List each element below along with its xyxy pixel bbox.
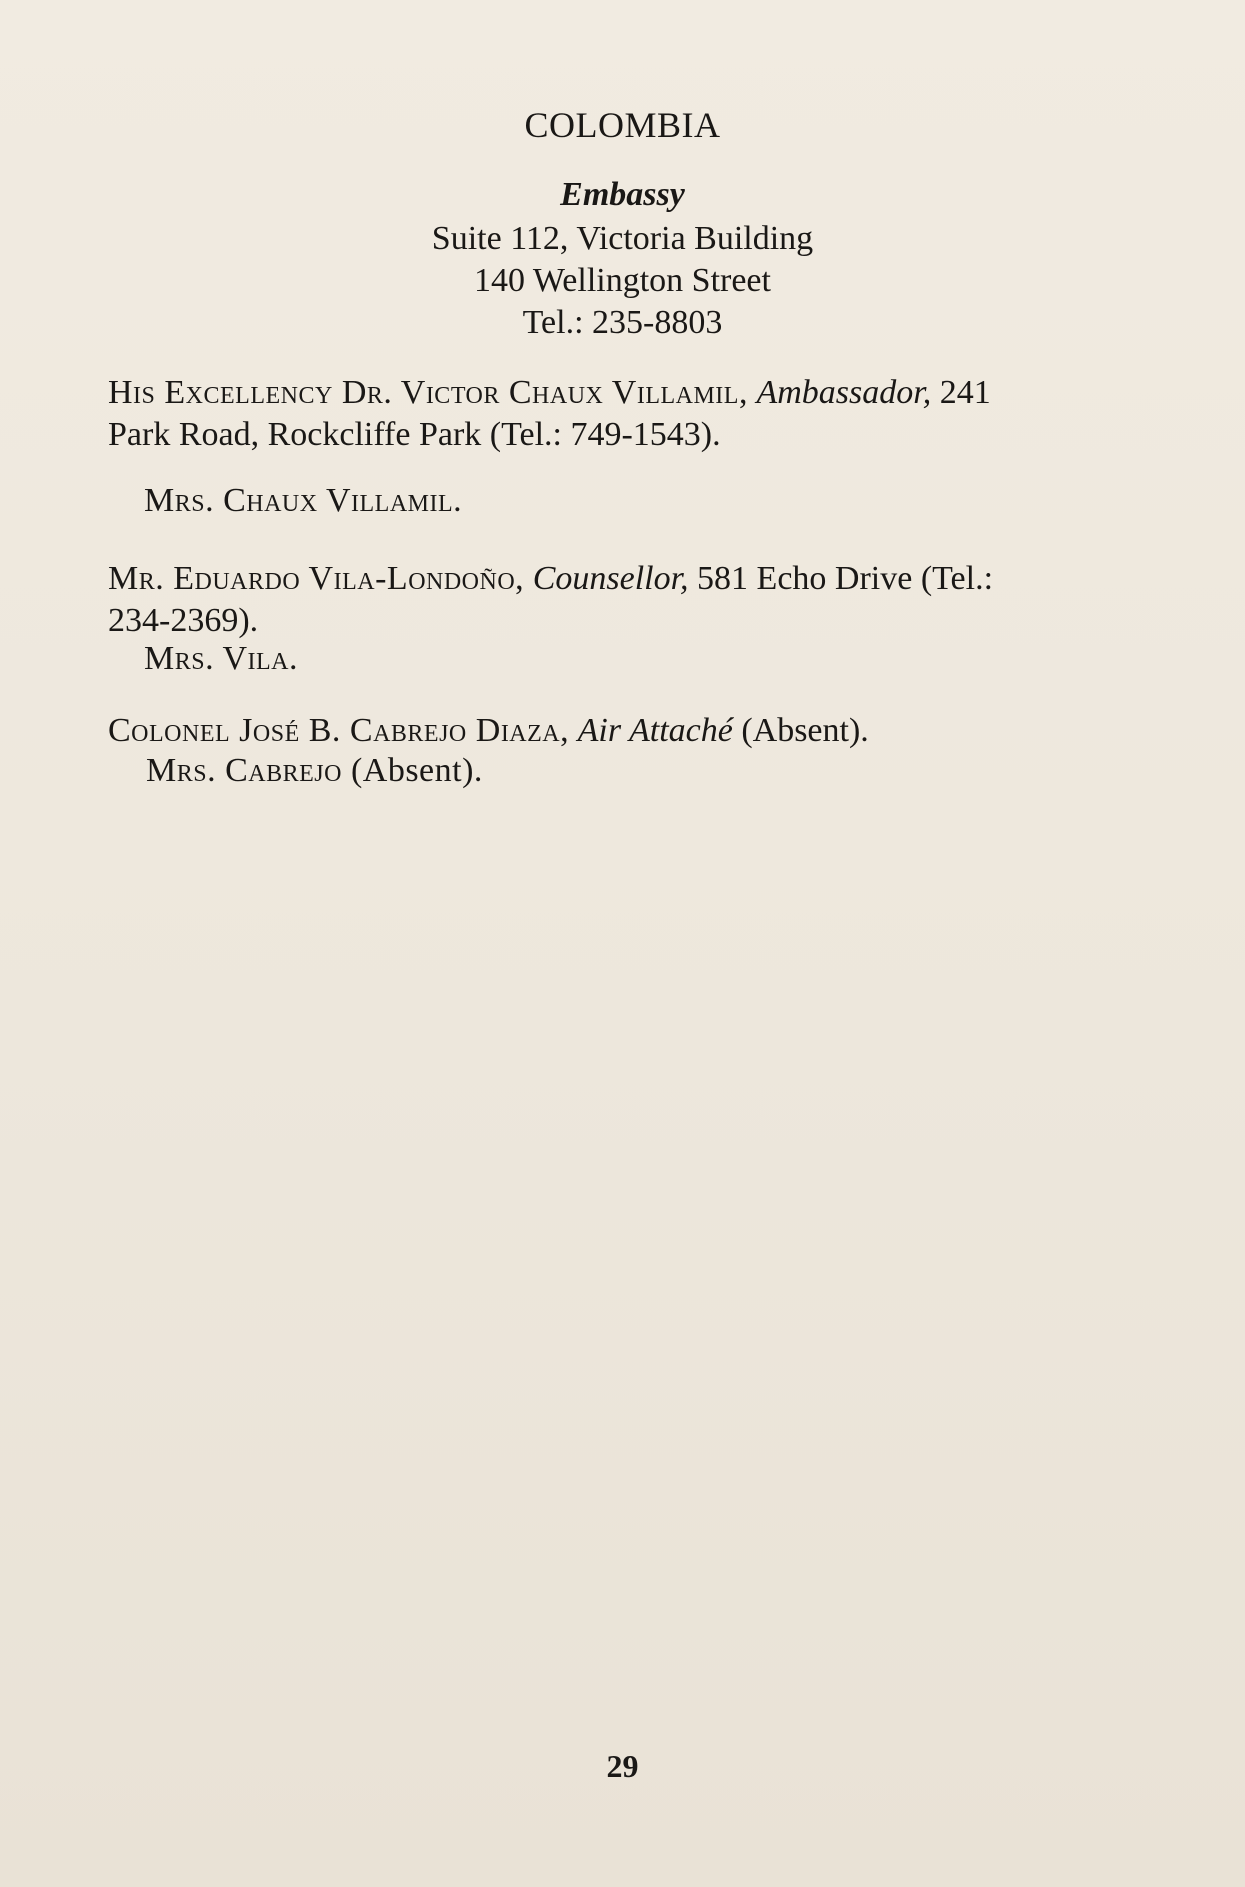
- diplomat-name: His Excellency Dr. Victor Chaux Villamil,: [108, 374, 748, 411]
- diplomat-title: Counsellor,: [532, 560, 689, 597]
- embassy-telephone: Tel.: 235-8803: [522, 304, 723, 341]
- address-line-2: 140 Wellington Street: [474, 262, 771, 299]
- spouse-name: Mrs. Chaux Villamil.: [144, 482, 463, 519]
- diplomat-title: Air Attaché: [577, 712, 733, 749]
- page-number: 29: [606, 1748, 639, 1784]
- diplomat-name: Mr. Eduardo Vila-Londoño,: [108, 560, 525, 597]
- spouse-name: Mrs. Cabrejo: [146, 752, 342, 789]
- country-heading: COLOMBIA: [524, 105, 721, 145]
- section-heading: Embassy: [560, 176, 685, 213]
- diplomat-entry-ambassador: [108, 372, 1020, 456]
- spouse-line: [146, 752, 483, 790]
- diplomat-details: (Absent).: [732, 712, 869, 749]
- diplomat-entry-counsellor: [108, 558, 1020, 642]
- address-line-1: Suite 112, Victoria Building: [431, 220, 814, 257]
- diplomat-details: 581 Echo Drive (Tel.: 234-2369).: [108, 560, 994, 639]
- spouse-name: Mrs. Vila.: [144, 640, 299, 677]
- diplomat-details: 241 Park Road, Rockcliffe Park (Tel.: 749-1543).: [108, 374, 991, 453]
- diplomat-entry-air-attache: [108, 710, 1020, 752]
- diplomat-name: Colonel José B. Cabrejo Diaza,: [108, 712, 570, 749]
- diplomat-title: Ambassador,: [756, 374, 932, 411]
- spouse-note: (Absent).: [341, 752, 483, 789]
